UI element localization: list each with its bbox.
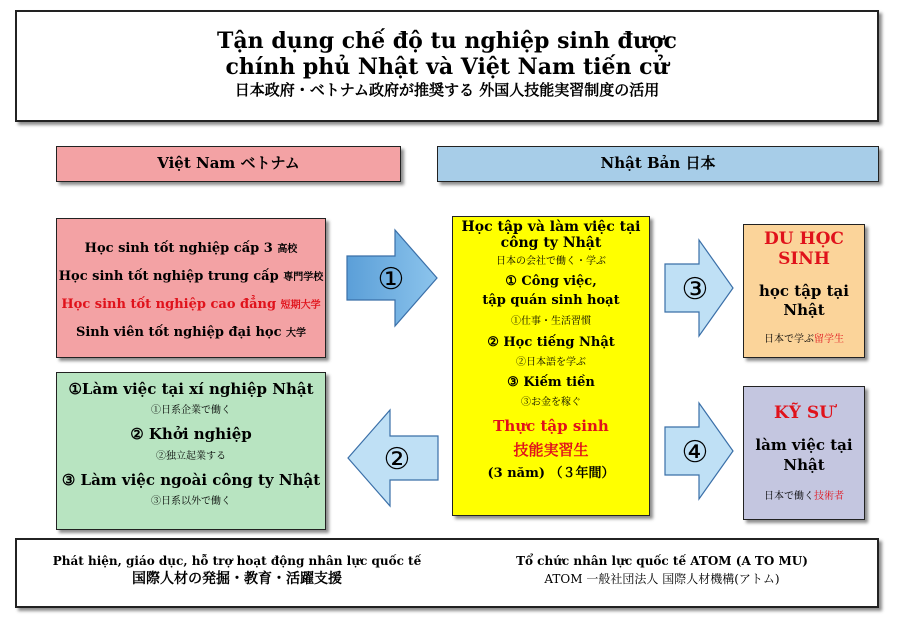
graduate-item: Học sinh tốt nghiệp cấp 3 高校 — [84, 241, 298, 256]
intern-vi: Thực tập sinh — [493, 417, 609, 435]
engineer-desc: làm việc tại Nhật — [755, 436, 853, 474]
study-jp: 日本で学ぶ留学生 — [764, 334, 844, 345]
center-box — [452, 216, 650, 516]
footer-right-vi: Tổ chức nhân lực quốc tế ATOM (A TO MU) — [516, 554, 808, 568]
footer-left-vi: Phát hiện, giáo dục, hỗ trợ hoạt động nhân lực quốc tế — [52, 554, 422, 568]
footer-right-jp: ATOM 一般社団法人 国際人材機構(アトム) — [544, 572, 780, 586]
center-title-jp: 日本の会社で働く・学ぶ — [496, 256, 606, 267]
footer-right — [457, 552, 867, 588]
footer-left-jp: 国際人材の発掘・教育・活躍支援 — [132, 571, 342, 587]
center-item-2: ② Học tiếng Nhật — [487, 335, 615, 350]
arrow-1-label: ① — [377, 262, 405, 297]
graduate-item: Học sinh tốt nghiệp cao đẳng 短期大学 — [61, 297, 321, 312]
outcome-2-jp: ②独立起業する — [156, 451, 226, 462]
center-item-2-jp: ②日本語を学ぶ — [516, 357, 586, 368]
header-box — [15, 10, 879, 122]
arrow-right-1 — [345, 228, 440, 328]
japan-header: Nhật Bản 日本 — [437, 146, 879, 182]
center-item-3-jp: ③お金を稼ぐ — [521, 397, 581, 408]
graduate-item: Học sinh tốt nghiệp trung cấp 専門学校 — [58, 269, 324, 284]
outcome-1: ①Làm việc tại xí nghiệp Nhật — [68, 380, 314, 398]
center-item-1b: tập quán sinh hoạt — [482, 293, 620, 308]
center-title: Học tập và làm việc tại công ty Nhật — [461, 219, 641, 251]
engineer-box — [743, 386, 865, 520]
outcome-1-jp: ①日系企業で働く — [151, 405, 231, 416]
footer-box — [15, 538, 879, 608]
center-item-1a: ① Công việc, — [505, 274, 597, 289]
graduate-item: Sinh viên tốt nghiệp đại học 大学 — [75, 325, 307, 340]
study-desc: học tập tại Nhật — [759, 282, 849, 319]
study-title: DU HỌC SINH — [764, 229, 844, 269]
study-box — [743, 224, 865, 358]
intern-jp: 技能実習生 — [513, 441, 589, 459]
title-line-1: Tận dụng chế độ tu nghiệp sinh được — [217, 28, 677, 54]
vietnam-header: Việt Nam ベトナム — [56, 146, 401, 182]
center-item-1-jp: ①仕事・生活習慣 — [511, 316, 591, 327]
engineer-title: KỸ SƯ — [774, 403, 834, 423]
outcome-2: ② Khởi nghiệp — [130, 425, 252, 443]
arrow-2-label: ② — [383, 442, 411, 477]
arrow-right-4 — [663, 401, 735, 501]
arrow-right-3 — [663, 238, 735, 338]
outcome-3-jp: ③日系以外で働く — [151, 496, 231, 507]
arrow-left-2 — [345, 408, 440, 508]
footer-left — [27, 552, 447, 588]
arrow-4-label: ④ — [681, 435, 709, 470]
engineer-jp: 日本で働く技術者 — [764, 491, 844, 502]
arrow-3-label: ③ — [681, 272, 709, 307]
outcomes-box — [56, 372, 326, 530]
title-line-2: chính phủ Nhật và Việt Nam tiến cử — [225, 54, 669, 80]
subtitle: 日本政府・ベトナム政府が推奨する 外国人技能実習制度の活用 — [234, 81, 660, 99]
duration: (3 năm) （３年間） — [487, 466, 615, 481]
graduates-box — [56, 218, 326, 358]
outcome-3: ③ Làm việc ngoài công ty Nhật — [61, 471, 321, 489]
center-item-3: ③ Kiếm tiền — [507, 375, 595, 390]
